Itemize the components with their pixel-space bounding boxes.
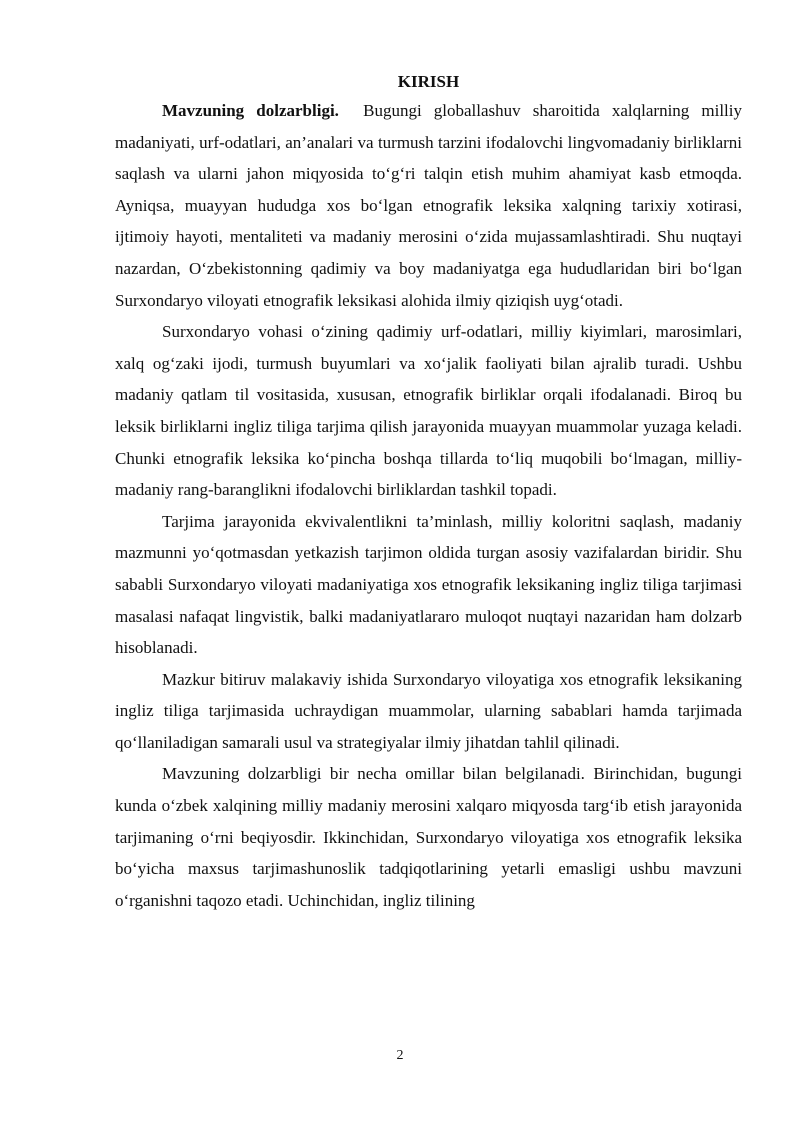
paragraph-2: [115, 316, 742, 506]
document-page: [115, 72, 742, 916]
paragraph-lead: Mavzuning dolzarbligi.: [162, 101, 339, 120]
paragraph-text: Surxondaryo vohasi o‘zining qadimiy urf-odatlari, milliy kiyimlari, marosimlari, xalq og‘zaki ijodi, turmush buyumlari va xo‘jalik faoliyati bilan ajralib turadi. Ushbu madaniy qatlam til vositasida, xususan, etnografik birliklar orqali ifodalanadi. Biroq bu leksik birliklarni ingliz tiliga tarjima qilish jarayonida muayyan muammolar yuzaga keladi. Chunki etnografik leksika ko‘pincha boshqa tillarda to‘liq muqobili bo‘lmagan, milliy-madaniy rang-baranglikni ifodalovchi birliklardan tashkil topadi.: [115, 322, 742, 500]
paragraph-3: [115, 506, 742, 664]
paragraph-4: [115, 664, 742, 759]
paragraph-1: [115, 95, 742, 316]
paragraph-text: Mavzuning dolzarbligi bir necha omillar bilan belgilanadi. Birinchidan, bugungi kunda o‘zbek xalqining milliy madaniy merosini xalqaro miqyosda targ‘ib etish jarayonida tarjimaning o‘rni beqiyosdir. Ikkinchidan, Surxondaryo viloyatiga xos etnografik leksika bo‘yicha maxsus tarjimashunoslik tadqiqotlarining yetarli emasligi ushbu mavzuni o‘rganishni taqozo etadi. Uchinchidan, ingliz tilining: [115, 764, 742, 910]
paragraph-5: [115, 758, 742, 916]
section-heading: KIRISH: [397, 72, 460, 91]
paragraph-text: Tarjima jarayonida ekvivalentlikni ta’minlash, milliy koloritni saqlash, madaniy mazmunni yo‘qotmasdan yetkazish tarjimon oldida turgan asosiy vazifalardan biridir. Shu sababli Surxondaryo viloyati madaniyatiga xos etnografik leksikaning ingliz tiliga tarjimasi masalasi nafaqat lingvistik, balki madaniyatlararo muloqot nuqtayi nazaridan ham dolzarb hisoblanadi.: [115, 511, 742, 658]
paragraph-text: Mazkur bitiruv malakaviy ishida Surxondaryo viloyatiga xos etnografik leksikaning ingliz tiliga tarjimasida uchraydigan muammolar, ularning sabablari hamda tarjimada qo‘llaniladigan samarali usul va strategiyalar ilmiy jihatdan tahlil qilinadi.: [115, 669, 742, 752]
paragraph-text: Bugungi globallashuv sharoitida xalqlarning milliy madaniyati, urf-odatlari, an’analari va turmush tarzini ifodalovchi lingvomadaniy birliklarni saqlash va ularni jahon miqyosida to‘g‘ri talqin etish muhim ahamiyat kasb etmoqda. Ayniqsa, muayyan hududga xos bo‘lgan etnografik leksika xalqning tarixiy xotirasi, ijtimoiy hayoti, mentaliteti va madaniy merosini o‘zida mujassamlashtiradi. Shu nuqtayi nazardan, O‘zbekistonning qadimiy va boy madaniyatga ega hududlaridan biri bo‘lgan Surxondaryo viloyati etnografik leksikasi alohida ilmiy qiziqish uyg‘otadi.: [115, 101, 742, 310]
page-number: 2: [396, 1048, 404, 1063]
